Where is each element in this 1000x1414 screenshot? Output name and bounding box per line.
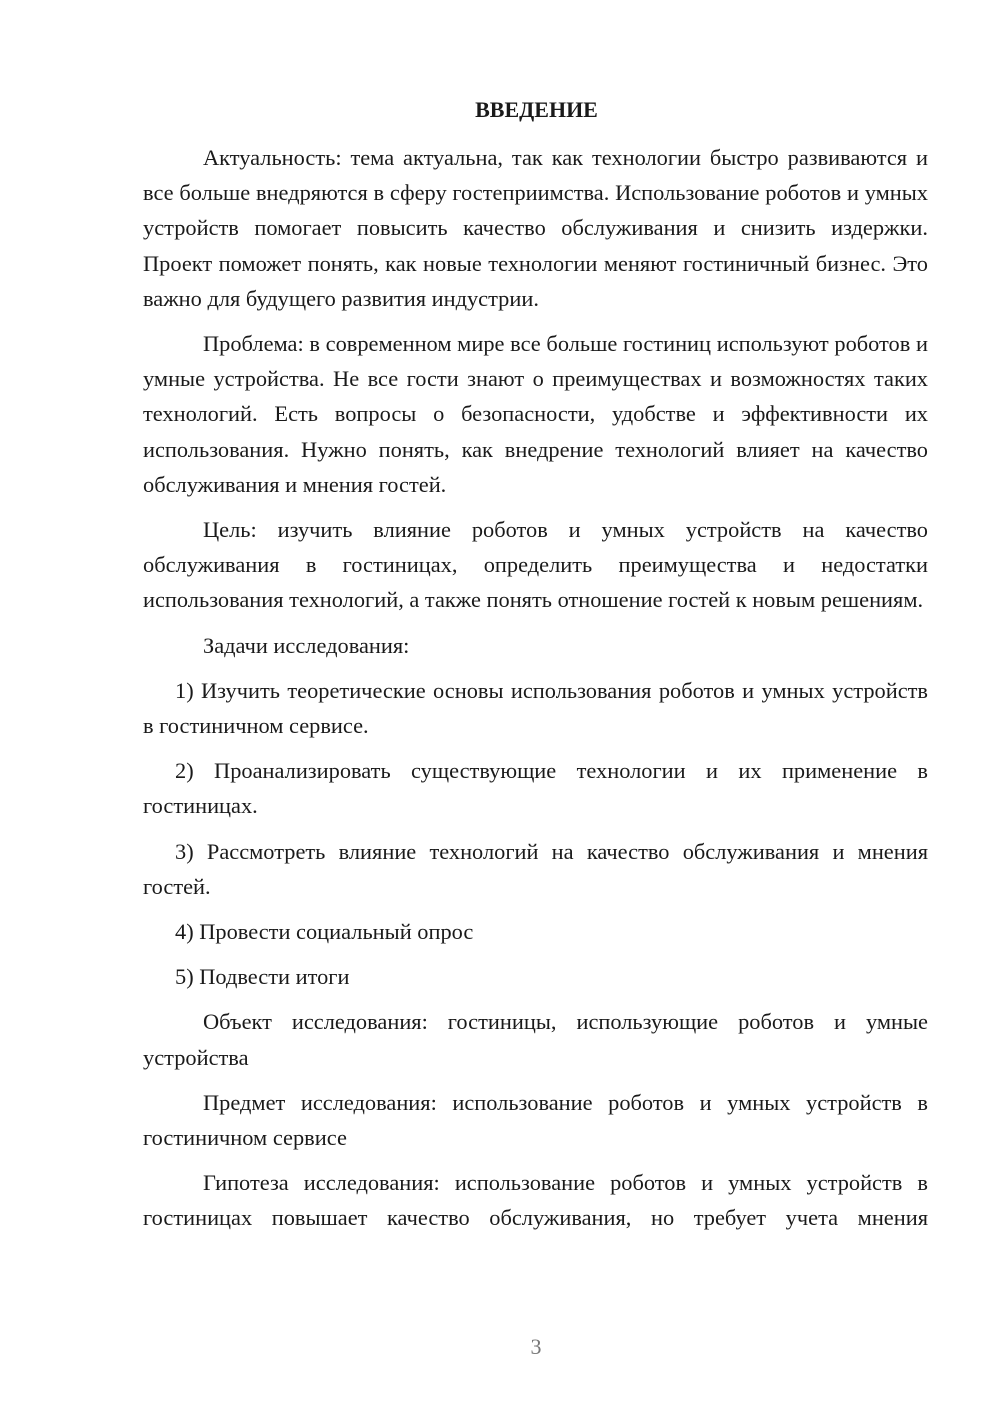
task-item-1: 1) Изучить теоретические основы использования роботов и умных устройств в гостиничном сервисе. bbox=[143, 677, 928, 739]
problem-paragraph: Проблема: в современном мире все больше гостиниц используют роботов и умные устройства. Не все гости знают о преимуществах и возможностях таких технологий. Есть вопросы о безопасности, удобстве и эффективности их использования. Нужно понять, как внедрение технологий влияет на качество обслуживания и мнения гостей. bbox=[143, 331, 928, 497]
research-object-paragraph: Объект исследования: гостиницы, использующие роботов и умные устройства bbox=[143, 1009, 928, 1070]
goal-paragraph: Цель: изучить влияние роботов и умных устройств на качество обслуживания в гостиницах, определить преимущества и недостатки использования технологий, а также понять отношение гостей к новым решениям. bbox=[143, 517, 928, 613]
relevance-paragraph: Актуальность: тема актуальна, так как технологии быстро развиваются и все больше внедряются в сферу гостеприимства. Использование роботов и умных устройств помогает повысить качество обслуживания и снизить издержки. Проект поможет понять, как новые технологии меняют гостиничный бизнес. Это важно для будущего развития индустрии. bbox=[143, 145, 928, 311]
hypothesis-paragraph: Гипотеза исследования: использование роботов и умных устройств в гостиницах повышает качество обслуживания, но требует учета мнения bbox=[143, 1170, 928, 1231]
tasks-heading: Задачи исследования: bbox=[203, 632, 410, 658]
research-subject-paragraph: Предмет исследования: использование роботов и умных устройств в гостиничном сервисе bbox=[143, 1089, 928, 1151]
task-item-2: 2) Проанализировать существующие технологии и их применение в гостиницах. bbox=[143, 758, 928, 819]
task-item-5: 5) Подвести итоги bbox=[175, 964, 350, 990]
page-title: ВВЕДЕНИЕ bbox=[475, 97, 598, 122]
page-number: 3 bbox=[530, 1334, 542, 1359]
document-body bbox=[143, 90, 928, 1246]
task-item-3: 3) Рассмотреть влияние технологий на качество обслуживания и мнения гостей. bbox=[143, 838, 928, 899]
task-item-4: 4) Провести социальный опрос bbox=[175, 919, 474, 945]
